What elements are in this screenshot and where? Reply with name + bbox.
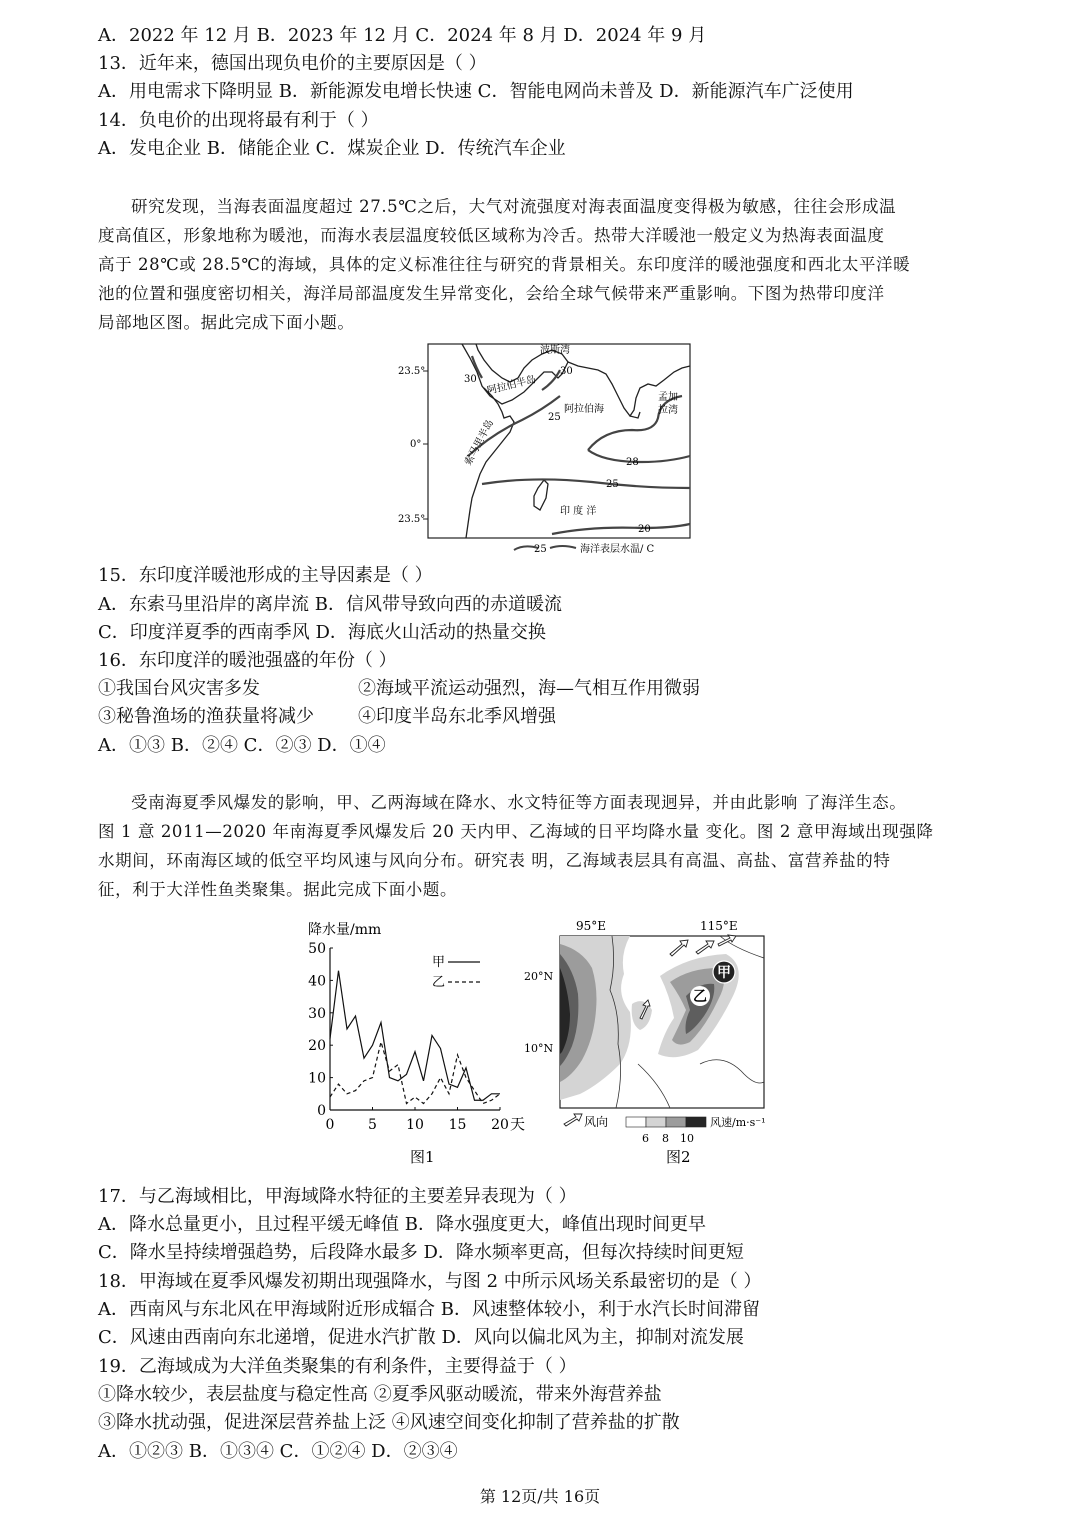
chart-y-tick-label: 50 <box>308 941 326 957</box>
arabian-peninsula-label: 阿拉伯半岛 <box>486 374 538 397</box>
passage-line: 度高值区，形象地称为暖池，而海水表层温度较低区域称为冷舌。热带大洋暖池一般定义为热海表面温度 <box>98 226 885 245</box>
somali-peninsula-label: 索马里半岛 <box>462 418 497 468</box>
q16-statement-1: ①我国台风灾害多发 <box>98 678 260 699</box>
chart-y-tick-label: 10 <box>308 1070 326 1087</box>
q16-statement-4: ④印度半岛东北季风增强 <box>358 706 556 727</box>
q18-stem: 18．甲海域在夏季风爆发初期出现强降水，与图 2 中所示风场关系最密切的是（ ） <box>98 1271 762 1292</box>
legend-swatch <box>626 1117 646 1127</box>
isotherm-label: 30 <box>464 374 477 385</box>
q13-stem: 13．近年来，德国出现负电价的主要原因是（ ） <box>98 53 487 74</box>
region-label-yi: 乙 <box>693 989 707 1005</box>
passage-line: 征，利于大洋性鱼类聚集。据此完成下面小题。 <box>98 880 458 899</box>
passage-line: 水期间，环南海区域的低空平均风速与风向分布。研究表 明，乙海域表层具有高温、高盐、富营养盐的特 <box>98 851 891 870</box>
q17-options-ab: A．降水总量更小，且过程平缓无峰值 B．降水强度更大，峰值出现时间更早 <box>98 1214 706 1235</box>
q16-stem: 16．东印度洋的暖池强盛的年份（ ） <box>98 650 397 671</box>
chart-y-tick-label: 0 <box>317 1103 326 1119</box>
q16-statement-3: ③秘鲁渔场的渔获量将减少 <box>98 706 314 727</box>
q16-options: A．①③ B．②④ C．②③ D．①④ <box>98 735 386 756</box>
map-lon-label: 115°E <box>700 919 738 933</box>
q19-statements-12: ①降水较少，表层盐度与稳定性高 ②夏季风驱动暖流，带来外海营养盐 <box>98 1384 662 1405</box>
passage-warm-pool <box>98 192 984 337</box>
passage-line: 池的位置和强度密切相关，海洋局部温度发生异常变化，会给全球气候带来严重影响。下图为热带印度洋 <box>98 284 885 303</box>
figure-caption: 图1 <box>410 1148 435 1166</box>
wind-field-map <box>520 914 782 1170</box>
chart-x-tick-label: 15 <box>448 1117 467 1133</box>
q14-stem: 14．负电价的出现将最有利于（ ） <box>98 110 379 131</box>
isotherm-label: 30 <box>560 366 573 377</box>
chart-xlabel: 天 <box>510 1115 526 1133</box>
legend-label-yi: 乙 <box>432 975 446 990</box>
chart-y-tick-label: 30 <box>308 1005 326 1022</box>
passage-line: 受南海夏季风爆发的影响，甲、乙两海域在降水、水文特征等方面表现迥异，并由此影响 了海洋生态。 <box>131 793 907 812</box>
passage-line: 局部地区图。据此完成下面小题。 <box>98 313 355 332</box>
map-lat-label: 23.5° <box>398 514 426 525</box>
bay-of-bengal-label: 拉湾 <box>658 405 678 416</box>
q14-options: A．发电企业 B．储能企业 C．煤炭企业 D．传统汽车企业 <box>98 138 566 159</box>
legend-text: 海洋表层水温/ C <box>580 544 655 555</box>
legend-isotherm-value: 25 <box>534 544 547 555</box>
isotherm-label: 25 <box>548 412 561 423</box>
chart-y-tick-label: 40 <box>308 973 326 990</box>
chart-x-tick-label: 20 <box>491 1117 509 1133</box>
figure-caption: 图2 <box>666 1148 691 1166</box>
legend-swatch <box>646 1117 666 1127</box>
isotherm-label: 25 <box>606 479 619 490</box>
map-lat-label: 23.5° <box>398 366 426 377</box>
map-lon-label: 95°E <box>576 919 607 933</box>
q12-options: A．2022 年 12 月 B．2023 年 12 月 C．2024 年 8 月 D．2024 年 9 月 <box>98 25 707 46</box>
q19-statements-34: ③降水扰动强，促进深层营养盐上泛 ④风速空间变化抑制了营养盐的扩散 <box>98 1412 680 1433</box>
chart-x-tick-label: 0 <box>325 1117 335 1133</box>
q15-options-ab: A．东索马里沿岸的离岸流 B．信风带导致向西的赤道暖流 <box>98 594 562 615</box>
legend-tick: 8 <box>662 1132 669 1145</box>
q19-options: A．①②③ B．①③④ C．①②④ D．②③④ <box>98 1441 458 1462</box>
legend-tick: 10 <box>680 1132 694 1145</box>
isotherm-label: 20 <box>638 524 651 535</box>
page-footer: 第 12页/共 16页 <box>479 1487 601 1506</box>
chart-x-tick-label: 10 <box>406 1117 424 1133</box>
q15-options-cd: C．印度洋夏季的西南季风 D．海底火山活动的热量交换 <box>98 622 546 643</box>
map-lat-label: 0° <box>410 439 422 450</box>
legend-swatch <box>666 1117 686 1127</box>
q16-statement-2: ②海域平流运动强烈，海—气相互作用微弱 <box>358 678 700 699</box>
passage-line: 研究发现，当海表面温度超过 27.5℃之后，大气对流强度对海表面温度变得极为敏感，往往会形成温 <box>131 197 897 216</box>
chart-x-tick-label: 5 <box>368 1117 377 1133</box>
passage-line: 高于 28℃或 28.5℃的海域，具体的定义标准往往与研究的背景相关。东印度洋的暖池强度和西北太平洋暖 <box>98 255 911 274</box>
q19-stem: 19．乙海域成为大洋鱼类聚集的有利条件，主要得益于（ ） <box>98 1356 577 1377</box>
indian-ocean-label: 印 度 洋 <box>560 506 597 517</box>
legend-isotherm-line <box>550 546 576 548</box>
chart-y-tick-label: 20 <box>308 1038 326 1055</box>
legend-swatch <box>686 1117 706 1127</box>
passage-line: 图 1 意 2011—2020 年南海夏季风爆发后 20 天内甲、乙海域的日平均降水量 变化。图 2 意甲海域出现强降 <box>98 822 934 841</box>
chart-ylabel: 降水量/mm <box>308 922 382 938</box>
q18-options-cd: C．风速由西南向东北递增，促进水汽扩散 D．风向以偏北风为主，抑制对流发展 <box>98 1327 744 1348</box>
q13-options: A．用电需求下降明显 B．新能源发电增长快速 C．智能电网尚未普及 D．新能源汽车广泛使用 <box>98 81 854 102</box>
legend-direction-label: 风向 <box>584 1115 609 1129</box>
persian-gulf-label: 波斯湾 <box>540 345 570 356</box>
map-lat-label: 10°N <box>524 1042 554 1055</box>
legend-tick: 6 <box>642 1132 649 1145</box>
region-label-jia: 甲 <box>717 965 731 981</box>
q18-options-ab: A．西南风与东北风在甲海域附近形成辐合 B．风速整体较小，利于水汽长时间滞留 <box>98 1299 760 1320</box>
bay-of-bengal-label: 孟加 <box>658 392 678 403</box>
indian-ocean-map <box>392 338 702 560</box>
series-line-jia <box>330 971 500 1101</box>
precipitation-chart <box>296 914 536 1170</box>
legend-label-jia: 甲 <box>432 955 446 970</box>
passage-monsoon <box>98 788 984 904</box>
legend-wind-arrow-icon <box>564 1114 582 1126</box>
q17-stem: 17．与乙海域相比，甲海域降水特征的主要差异表现为（ ） <box>98 1186 577 1207</box>
arabian-sea-label: 阿拉伯海 <box>564 404 604 415</box>
q17-options-cd: C．降水呈持续增强趋势，后段降水最多 D．降水频率更高，但每次持续时间更短 <box>98 1242 744 1263</box>
map-lat-label: 20°N <box>524 970 554 983</box>
q15-stem: 15．东印度洋暖池形成的主导因素是（ ） <box>98 565 433 586</box>
isotherm-label: 28 <box>626 457 639 468</box>
legend-speed-label: 风速/m·s⁻¹ <box>710 1116 766 1129</box>
